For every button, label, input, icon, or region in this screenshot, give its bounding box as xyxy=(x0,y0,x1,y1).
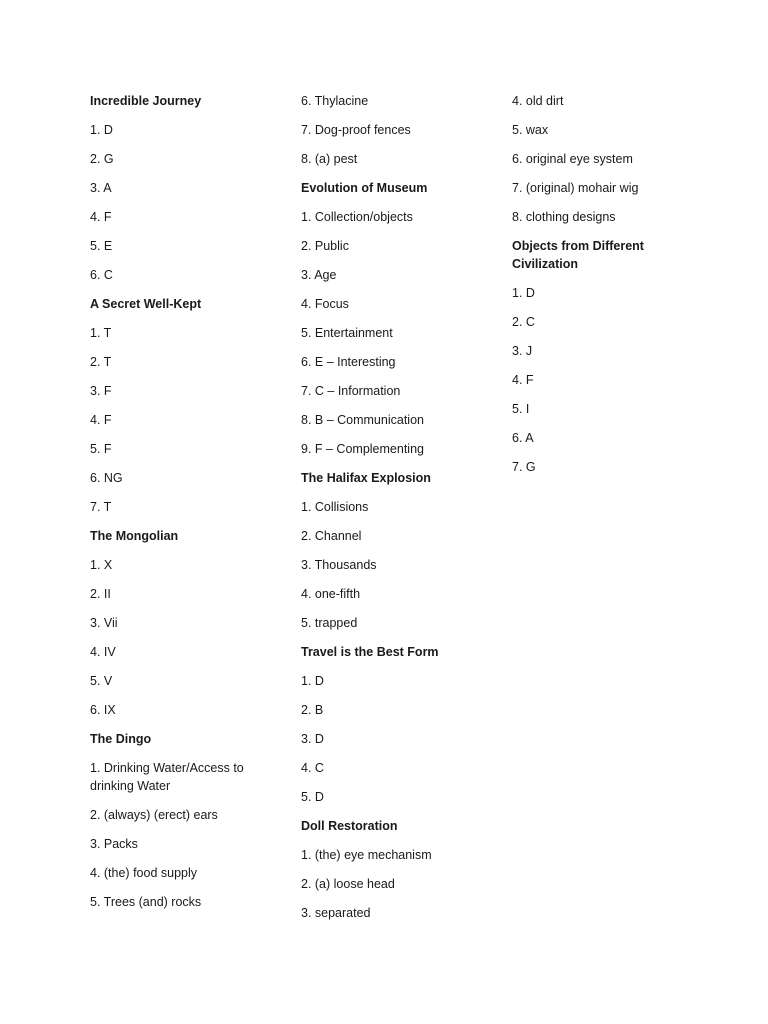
answer-item: 7. T xyxy=(90,500,112,514)
answer-item: 6. A xyxy=(512,431,534,445)
answer-item: 8. clothing designs xyxy=(512,210,616,224)
answer-item: 6. C xyxy=(90,268,113,282)
answer-item: 9. F – Complementing xyxy=(301,442,424,456)
answer-item: 6. IX xyxy=(90,703,116,717)
answer-item: 3. separated xyxy=(301,906,371,920)
answer-item: 3. Age xyxy=(301,268,337,282)
answer-item: 1. T xyxy=(90,326,112,340)
section-heading: Incredible Journey xyxy=(90,94,202,108)
answer-item: 4. IV xyxy=(90,645,116,659)
section-heading: Evolution of Museum xyxy=(301,181,428,195)
answer-item: 7. C – Information xyxy=(301,384,401,398)
answer-item: 3. Packs xyxy=(90,837,138,851)
answer-item: 6. E – Interesting xyxy=(301,355,396,369)
answer-item: 7. G xyxy=(512,460,536,474)
answer-item: 1. X xyxy=(90,558,113,572)
answer-item: 4. F xyxy=(90,413,112,427)
answer-item: 2. (always) (erect) ears xyxy=(90,808,218,822)
answer-item: 3. D xyxy=(301,732,324,746)
answer-item: 4. one-fifth xyxy=(301,587,361,601)
answer-item: 5. D xyxy=(301,790,324,804)
answer-item: 1. D xyxy=(301,674,324,688)
answer-item: 1. Collection/objects xyxy=(301,210,413,224)
answer-item: 5. trapped xyxy=(301,616,358,630)
answer-item: 4. F xyxy=(512,373,534,387)
answer-item: 1. D xyxy=(512,286,535,300)
answer-item: 2. Channel xyxy=(301,529,362,543)
answer-item: 5. V xyxy=(90,674,113,688)
answer-item: 1. Collisions xyxy=(301,500,369,514)
answer-item: 4. Focus xyxy=(301,297,349,311)
answer-item: 5. Entertainment xyxy=(301,326,393,340)
answer-item: 1. (the) eye mechanism xyxy=(301,848,432,862)
answer-item: 3. J xyxy=(512,344,533,358)
section-heading: The Halifax Explosion xyxy=(301,471,431,485)
section-heading: Travel is the Best Form xyxy=(301,645,439,659)
answer-item: 6. Thylacine xyxy=(301,94,369,108)
answer-item: 4. C xyxy=(301,761,324,775)
answer-item: 2. II xyxy=(90,587,111,601)
answer-item: 5. Trees (and) rocks xyxy=(90,895,202,909)
section-heading: The Dingo xyxy=(90,732,152,746)
answer-item: 2. C xyxy=(512,315,535,329)
answer-item: 4. old dirt xyxy=(512,94,564,108)
answer-item: 7. Dog-proof fences xyxy=(301,123,411,137)
answer-item: 8. B – Communication xyxy=(301,413,424,427)
answer-item: 3. Thousands xyxy=(301,558,377,572)
section-heading: Doll Restoration xyxy=(301,819,398,833)
section-heading: Objects from Different Civilization xyxy=(512,239,644,271)
answer-item: 5. wax xyxy=(512,123,549,137)
answer-item: 1. Drinking Water/Access to drinking Water xyxy=(90,761,244,793)
answer-item: 4. (the) food supply xyxy=(90,866,198,880)
answer-item: 5. I xyxy=(512,402,530,416)
section-heading: The Mongolian xyxy=(90,529,179,543)
answer-item: 5. F xyxy=(90,442,112,456)
answer-item: 2. T xyxy=(90,355,112,369)
answer-item: 5. E xyxy=(90,239,113,253)
answer-item: 3. A xyxy=(90,181,112,195)
answer-item: 2. Public xyxy=(301,239,349,253)
answer-item: 1. D xyxy=(90,123,113,137)
answer-item: 3. Vii xyxy=(90,616,118,630)
answer-item: 8. (a) pest xyxy=(301,152,358,166)
answer-column-2 xyxy=(301,92,481,933)
answer-column-1 xyxy=(90,92,270,922)
answer-item: 2. (a) loose head xyxy=(301,877,395,891)
answer-item: 7. (original) mohair wig xyxy=(512,181,639,195)
answer-item: 2. G xyxy=(90,152,114,166)
answer-item: 2. B xyxy=(301,703,324,717)
answer-item: 6. NG xyxy=(90,471,123,485)
answer-column-3 xyxy=(512,92,662,487)
answer-item: 4. F xyxy=(90,210,112,224)
answer-item: 3. F xyxy=(90,384,112,398)
section-heading: A Secret Well-Kept xyxy=(90,297,202,311)
answer-item: 6. original eye system xyxy=(512,152,633,166)
